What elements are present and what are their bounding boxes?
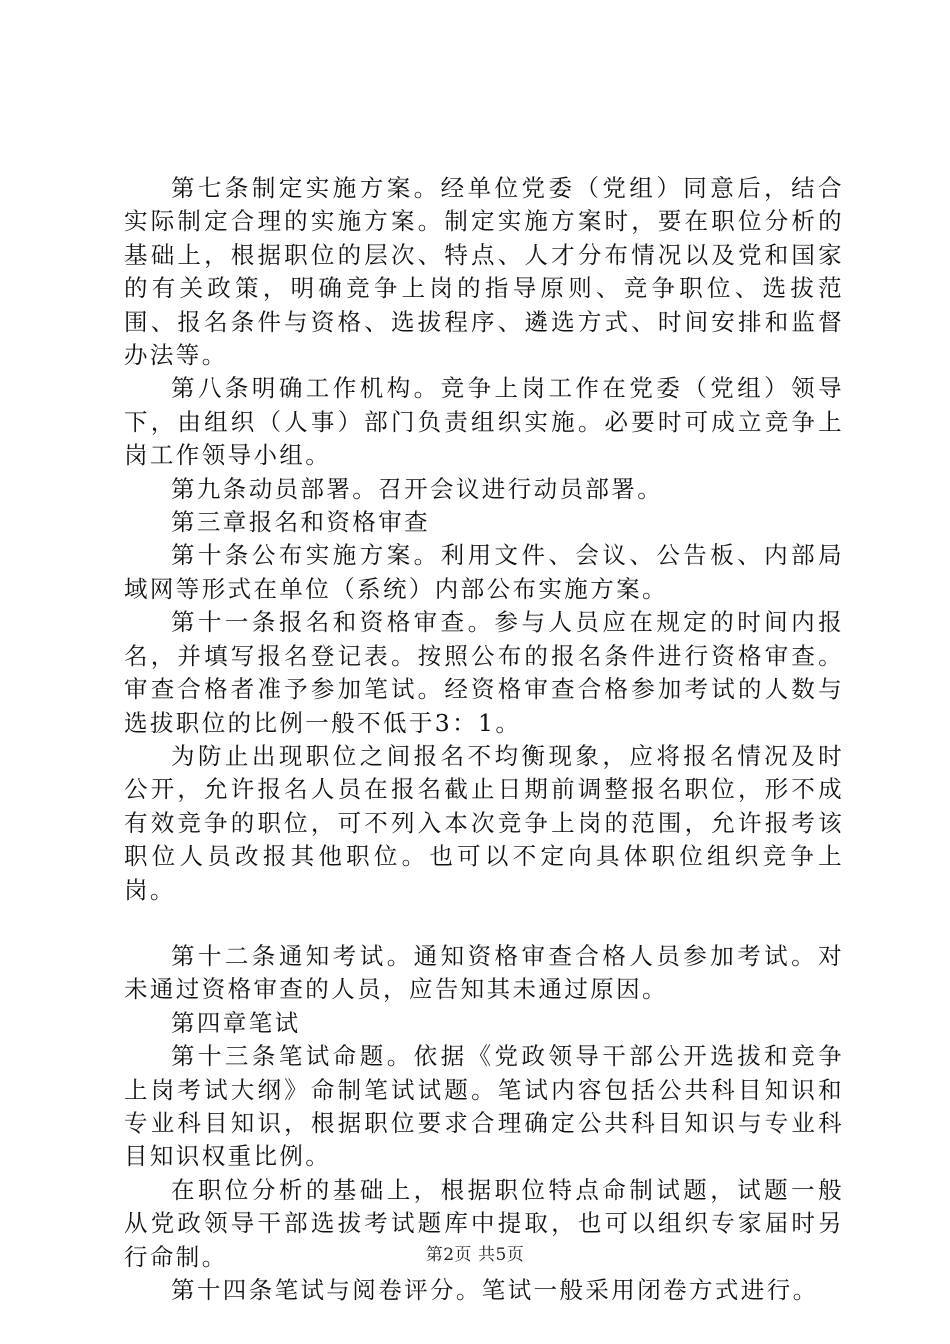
paragraph-article-9: 第九条动员部署。召开会议进行动员部署。 — [171, 474, 664, 503]
paragraph-article-14: 第十四条笔试与阅卷评分。笔试一般采用闭卷方式进行。 — [171, 1276, 819, 1304]
chapter-4-heading: 第四章笔试 — [171, 1008, 301, 1037]
paragraph-article-12: 第十二条通知考试。通知资格审查合格人员参加考试。对未通过资格审查的人员，应告知其未通过原因。 — [124, 941, 844, 1004]
paragraph-article-13-supplement: 在职位分析的基础上，根据职位特点命制试题，试题一般从党政领导干部选拔考试题库中提取，也可以组织专家届时另行命制。 — [124, 1175, 844, 1271]
paragraph-article-11: 第十一条报名和资格审查。参与人员应在规定的时间内报名，并填写报名登记表。按照公布的报名条件进行资格审查。审查合格者准予参加笔试。经资格审查合格参加考试的人数与选拔职位的比例一般不低于3：1。 — [124, 608, 844, 737]
paragraph-article-7: 第七条制定实施方案。经单位党委（党组）同意后，结合实际制定合理的实施方案。制定实施方案时，要在职位分析的基础上，根据职位的层次、特点、人才分布情况以及党和国家的有关政策，明确竞争上岗的指导原则、竞争职位、选拔范围、报名条件与资格、选拔程序、遴选方式、时间安排和监督办法等。 — [124, 174, 844, 370]
paragraph-article-10: 第十条公布实施方案。利用文件、会议、公告板、内部局域网等形式在单位（系统）内部公布实施方案。 — [124, 541, 844, 603]
document-body — [124, 172, 844, 1307]
chapter-3-heading: 第三章报名和资格审查 — [171, 508, 430, 537]
paragraph-article-13: 第十三条笔试命题。依据《党政领导干部公开选拔和竞争上岗考试大纲》命制笔试试题。笔试内容包括公共科目知识和专业科目知识，根据职位要求合理确定公共科目知识与专业科目知识权重比例。 — [124, 1042, 844, 1171]
paragraph-article-8: 第八条明确工作机构。竞争上岗工作在党委（党组）领导下，由组织（人事）部门负责组织实施。必要时可成立竞争上岗工作领导小组。 — [124, 374, 844, 470]
page-number-footer: 第2页 共5页 — [425, 1245, 525, 1265]
paragraph-gap — [124, 907, 844, 940]
paragraph-article-11-supplement: 为防止出现职位之间报名不均衡现象，应将报名情况及时公开，允许报名人员在报名截止日期前调整报名职位，形不成有效竞争的职位，可不列入本次竞争上岗的范围，允许报考该职位人员改报其他职位。也可以不定向具体职位组织竞争上岗。 — [124, 741, 844, 904]
